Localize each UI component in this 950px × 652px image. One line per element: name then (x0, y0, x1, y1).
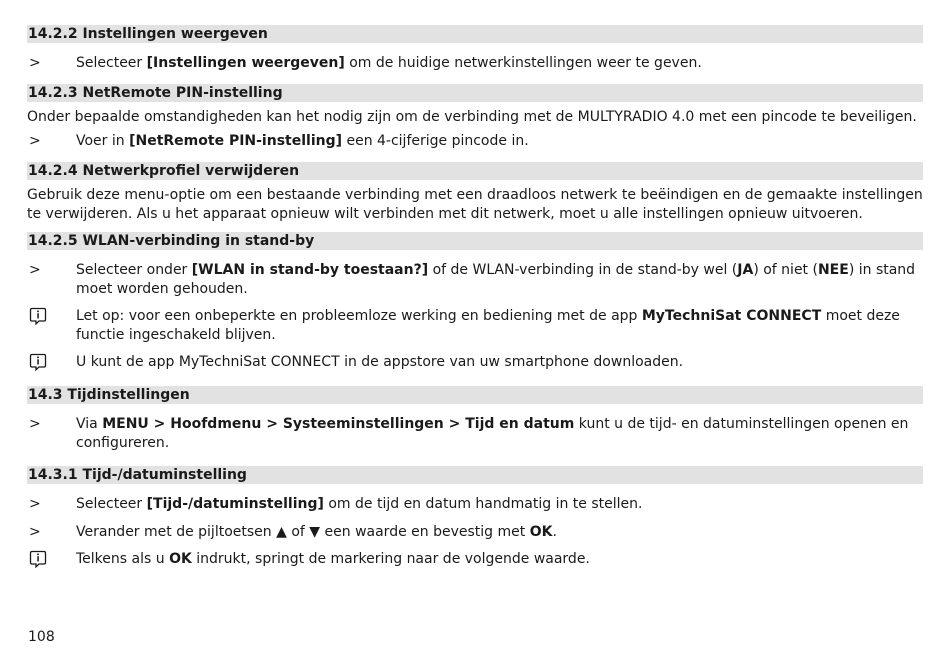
arrow-up-icon: ▲ (276, 524, 287, 540)
bullet-item: > Selecteer [Instellingen weergeven] om de huidige netwerkinstellingen weer te geven. (29, 55, 702, 71)
bullet-item: > Selecteer [Tijd-/datuminstelling] om de tijd en datum handmatig in te stellen. (29, 496, 643, 512)
bullet-item: > Selecteer onder [WLAN in stand-by toestaan?] of de WLAN-verbinding in de stand-by wel (JA) of niet (NEE) in stand moet worden gehouden. (29, 262, 916, 297)
note-item: U kunt de app MyTechniSat CONNECT in de appstore van uw smartphone downloaden. (27, 353, 923, 372)
info-note-icon (29, 353, 47, 371)
bullet-item: > Via MENU > Hoofdmenu > Systeeminstellingen > Tijd en datum kunt u de tijd- en datuminstellingen openen en configureren. (29, 416, 909, 451)
info-note-icon (29, 307, 47, 325)
page-number: 108 (28, 629, 55, 645)
bullet-item: > Voer in [NetRemote PIN-instelling] een 4-cijferige pincode in. (29, 133, 529, 149)
manual-page (27, 25, 923, 569)
note-item: Telkens als u OK indrukt, springt de markering naar de volgende waarde. (27, 550, 923, 569)
bullet-marker: > (29, 524, 41, 540)
section-heading-14-2-2: 14.2.2 Instellingen weergeven (27, 25, 923, 43)
bullet-marker: > (29, 496, 41, 512)
info-note-icon (29, 550, 47, 568)
bullet-marker: > (29, 133, 41, 149)
note-item: Let op: voor een onbeperkte en probleemloze werking en bediening met de app MyTechniSat CONNECT moet deze functie ingeschakeld blijven. (27, 307, 923, 345)
bullet-marker: > (29, 55, 41, 71)
section-heading-14-3: 14.3 Tijdinstellingen (27, 386, 923, 404)
paragraph: Onder bepaalde omstandigheden kan het nodig zijn om de verbinding met de MULTYRADIO 4.0 met een pincode te beveiligen. (27, 109, 917, 125)
bullet-marker: > (29, 416, 41, 432)
section-heading-14-3-1: 14.3.1 Tijd-/datuminstelling (27, 466, 923, 484)
section-heading-14-2-4: 14.2.4 Netwerkprofiel verwijderen (27, 162, 923, 180)
section-heading-14-2-3: 14.2.3 NetRemote PIN-instelling (27, 84, 923, 102)
bullet-item: > Verander met de pijltoetsen ▲ of ▼ een waarde en bevestig met OK. (29, 524, 557, 540)
section-heading-14-2-5: 14.2.5 WLAN-verbinding in stand-by (27, 232, 923, 250)
bullet-marker: > (29, 262, 41, 278)
arrow-down-icon: ▼ (309, 524, 321, 540)
paragraph: Gebruik deze menu-optie om een bestaande verbinding met een draadloos netwerk te beëindigen en de gemaakte instellingen te verwijderen. Als u het apparaat opnieuw wilt verbinden met dit netwerk, moet u alle instellingen opnieuw uitvoeren. (27, 187, 923, 222)
